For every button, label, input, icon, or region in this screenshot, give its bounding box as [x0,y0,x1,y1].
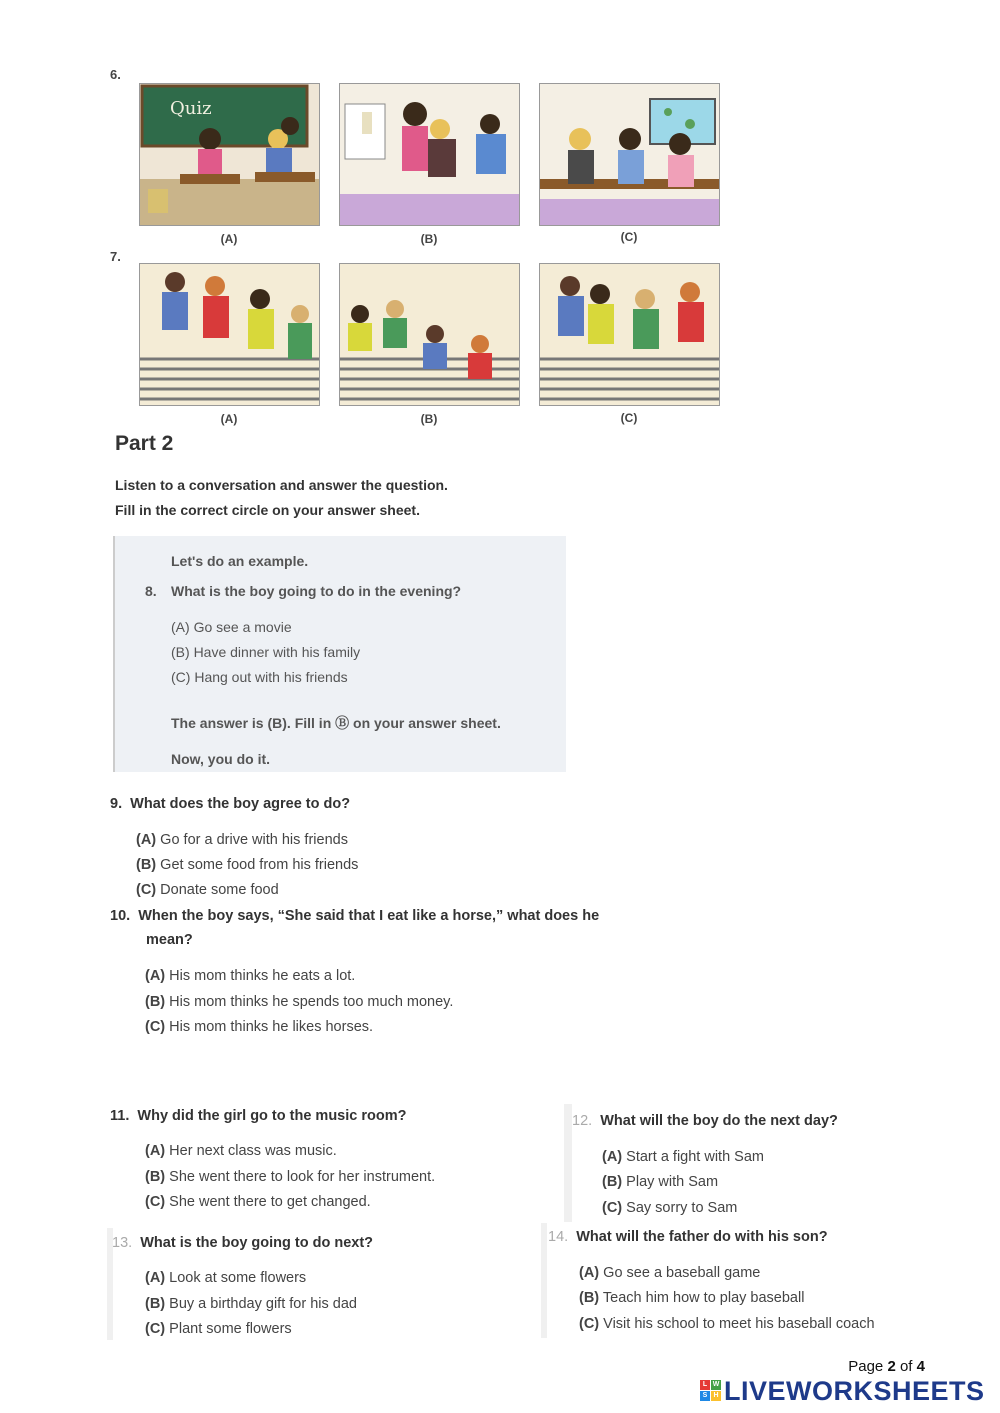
students-on-stairs-a-illustration [140,264,319,405]
q11-option-a[interactable]: (A) Her next class was music. [145,1143,337,1159]
quiz-board-text: Quiz [170,98,212,119]
example-intro: Let's do an example. [171,553,309,569]
example-question-number: 8. [145,583,157,599]
q6-caption-c: (C) [620,230,638,244]
students-eating-illustration [540,84,719,225]
page-indicator: Page 2 of 4 [848,1358,925,1375]
q11-option-b[interactable]: (B) She went there to look for her instrument. [145,1169,436,1185]
q7-caption-b: (B) [420,412,438,426]
question-10-line-2: mean? [146,932,193,948]
q9-option-b[interactable]: (B) Get some food from his friends [136,857,359,873]
q13-option-b[interactable]: (B) Buy a birthday gift for his dad [145,1296,357,1312]
part-2-instruction-2: Fill in the correct circle on your answer sheet. [115,502,420,518]
q12-option-a[interactable]: (A) Start a fight with Sam [602,1149,764,1165]
question-12: 12. What will the boy do the next day? [572,1113,838,1129]
q10-option-a[interactable]: (A) His mom thinks he eats a lot. [145,968,356,984]
q6-picture-c [539,83,720,226]
q6-picture-a [139,83,320,226]
example-answer: The answer is (B). Fill in Ⓑ on your answer sheet. [171,715,501,731]
q7-caption-a: (A) [220,412,238,426]
part-2-title: Part 2 [115,432,174,455]
q13-option-c[interactable]: (C) Plant some flowers [145,1321,292,1337]
example-now: Now, you do it. [171,751,271,767]
q12-option-b[interactable]: (B) Play with Sam [602,1174,719,1190]
q12-shade [564,1104,572,1222]
q14-option-b[interactable]: (B) Teach him how to play baseball [579,1290,805,1306]
question-9: 9. What does the boy agree to do? [110,796,351,812]
example-option-c: (C) Hang out with his friends [171,669,348,685]
q14-option-a[interactable]: (A) Go see a baseball game [579,1265,761,1281]
question-10: 10. When the boy says, “She said that I eat like a horse,” what does he [110,908,600,924]
question-13: 13. What is the boy going to do next? [112,1235,374,1251]
q7-picture-a [139,263,320,406]
example-option-b: (B) Have dinner with his family [171,644,361,660]
students-sitting-stairs-illustration [340,264,519,405]
q9-option-c[interactable]: (C) Donate some food [136,882,279,898]
q7-caption-c: (C) [620,411,638,425]
q7-picture-b [339,263,520,406]
part-2-instruction-1: Listen to a conversation and answer the question. [115,477,448,493]
q14-shade [541,1223,547,1338]
classroom-quiz-illustration [140,84,319,225]
example-option-a: (A) Go see a movie [171,619,292,635]
q11-option-c[interactable]: (C) She went there to get changed. [145,1194,371,1210]
liveworksheets-logo-text[interactable]: LIVEWORKSHEETS [724,1376,985,1406]
q13-option-a[interactable]: (A) Look at some flowers [145,1270,307,1286]
q6-picture-b [339,83,520,226]
q6-caption-a: (A) [220,232,238,246]
question-7-number: 7. [110,249,121,264]
q12-option-c[interactable]: (C) Say sorry to Sam [602,1200,738,1216]
question-11: 11. Why did the girl go to the music room? [110,1108,407,1124]
question-6-number: 6. [110,67,121,82]
q6-caption-b: (B) [420,232,438,246]
q10-option-b[interactable]: (B) His mom thinks he spends too much money. [145,994,454,1010]
q14-option-c[interactable]: (C) Visit his school to meet his baseball coach [579,1316,875,1332]
students-on-stairs-c-illustration [540,264,719,405]
q10-option-c[interactable]: (C) His mom thinks he likes horses. [145,1019,374,1035]
q9-option-a[interactable]: (A) Go for a drive with his friends [136,832,348,848]
q7-picture-c [539,263,720,406]
hallway-illustration [340,84,519,225]
example-question: What is the boy going to do in the evening? [171,583,462,599]
question-14: 14. What will the father do with his son? [548,1229,828,1245]
liveworksheets-logo-icon: L W S H [700,1380,722,1402]
